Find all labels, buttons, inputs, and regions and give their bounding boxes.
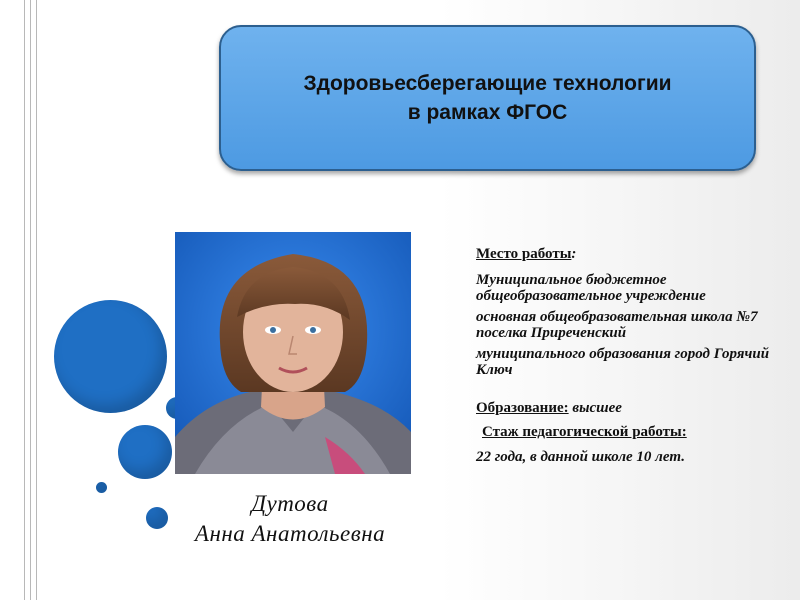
workplace-line-2: основная общеобразовательная школа №7 поселка Приреченский <box>476 309 758 341</box>
workplace-colon: : <box>571 246 577 262</box>
decorative-circle-large <box>54 300 167 413</box>
education-label: Образование: <box>476 400 569 416</box>
workplace-line-3: муниципального образования город Горячий Ключ <box>476 346 770 378</box>
experience-row <box>476 424 776 440</box>
person-surname: Дутова <box>251 491 329 516</box>
education-row <box>476 400 776 416</box>
person-given-names: Анна Анатольевна <box>194 521 386 546</box>
workplace-label: Место работы <box>476 246 572 262</box>
info-block <box>476 246 776 465</box>
portrait-illustration <box>175 232 411 474</box>
slide-title-line-2: в рамках ФГОС <box>407 101 568 124</box>
person-name <box>160 489 420 549</box>
decorative-circle-tiny <box>96 482 107 493</box>
education-value: высшее <box>568 400 622 416</box>
decorative-circle-medium <box>118 425 172 479</box>
workplace-heading <box>476 246 776 262</box>
decorative-line <box>30 0 31 600</box>
decorative-line <box>36 0 37 600</box>
experience-value: 22 года, в данной школе 10 лет. <box>476 449 685 465</box>
title-box <box>219 25 756 171</box>
experience-label: Стаж педагогической работы: <box>482 424 687 440</box>
portrait-photo <box>175 232 411 474</box>
workplace-line-1: Муниципальное бюджетное общеобразовательное учреждение <box>476 272 706 304</box>
slide-title-line-1: Здоровьесберегающие технологии <box>303 72 672 95</box>
decorative-line <box>24 0 25 600</box>
